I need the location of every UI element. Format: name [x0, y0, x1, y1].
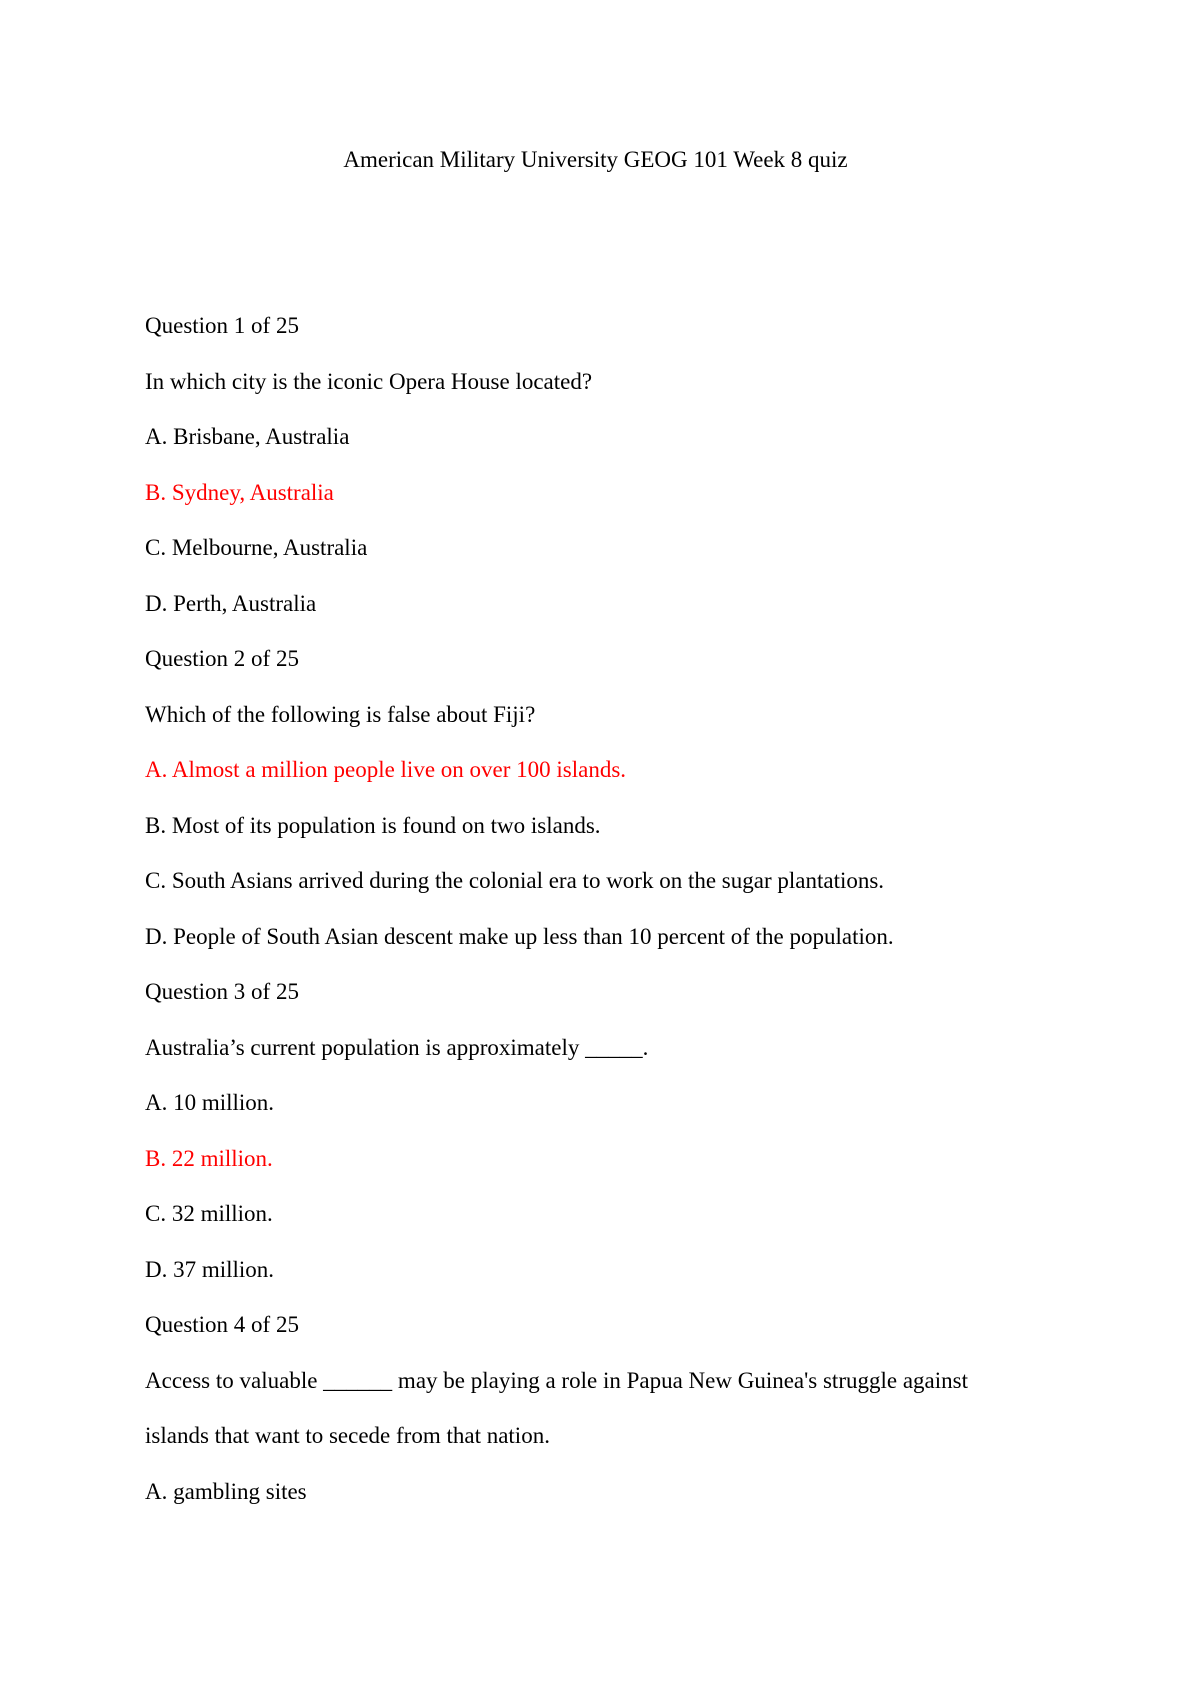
- question-header: Question 4 of 25: [145, 1312, 299, 1337]
- question-prompt: Access to valuable ______ may be playing a role in Papua New Guinea's struggle against: [145, 1367, 968, 1393]
- answer-option: C. South Asians arrived during the colonial era to work on the sugar plantations.: [145, 868, 885, 893]
- question-header: Question 1 of 25: [145, 313, 299, 338]
- question-prompt-continued: islands that want to secede from that nation.: [145, 1423, 550, 1448]
- question-header: Question 3 of 25: [145, 979, 299, 1004]
- question-prompt: Which of the following is false about Fiji?: [145, 701, 536, 727]
- answer-option: A. gambling sites: [145, 1478, 307, 1504]
- question-prompt: In which city is the iconic Opera House located?: [145, 368, 593, 394]
- answer-option: A. 10 million.: [145, 1090, 275, 1115]
- answer-option: C. Melbourne, Australia: [145, 535, 368, 560]
- answer-option: A. Brisbane, Australia: [145, 424, 350, 449]
- question-header: Question 2 of 25: [145, 646, 299, 671]
- answer-option: B. Most of its population is found on two islands.: [145, 812, 601, 838]
- answer-option: D. 37 million.: [145, 1256, 275, 1282]
- answer-option-correct: A. Almost a million people live on over 100 islands.: [145, 757, 627, 782]
- document-title: American Military University GEOG 101 Week 8 quiz: [343, 147, 848, 172]
- question-prompt: Australia’s current population is approximately _____.: [145, 1034, 649, 1060]
- answer-option-correct: B. 22 million.: [145, 1145, 273, 1171]
- quiz-content: [145, 312, 1065, 1533]
- answer-option: D. Perth, Australia: [145, 590, 317, 616]
- answer-option: C. 32 million.: [145, 1201, 273, 1226]
- answer-option-correct: B. Sydney, Australia: [145, 479, 334, 505]
- answer-option: D. People of South Asian descent make up less than 10 percent of the population.: [145, 923, 894, 949]
